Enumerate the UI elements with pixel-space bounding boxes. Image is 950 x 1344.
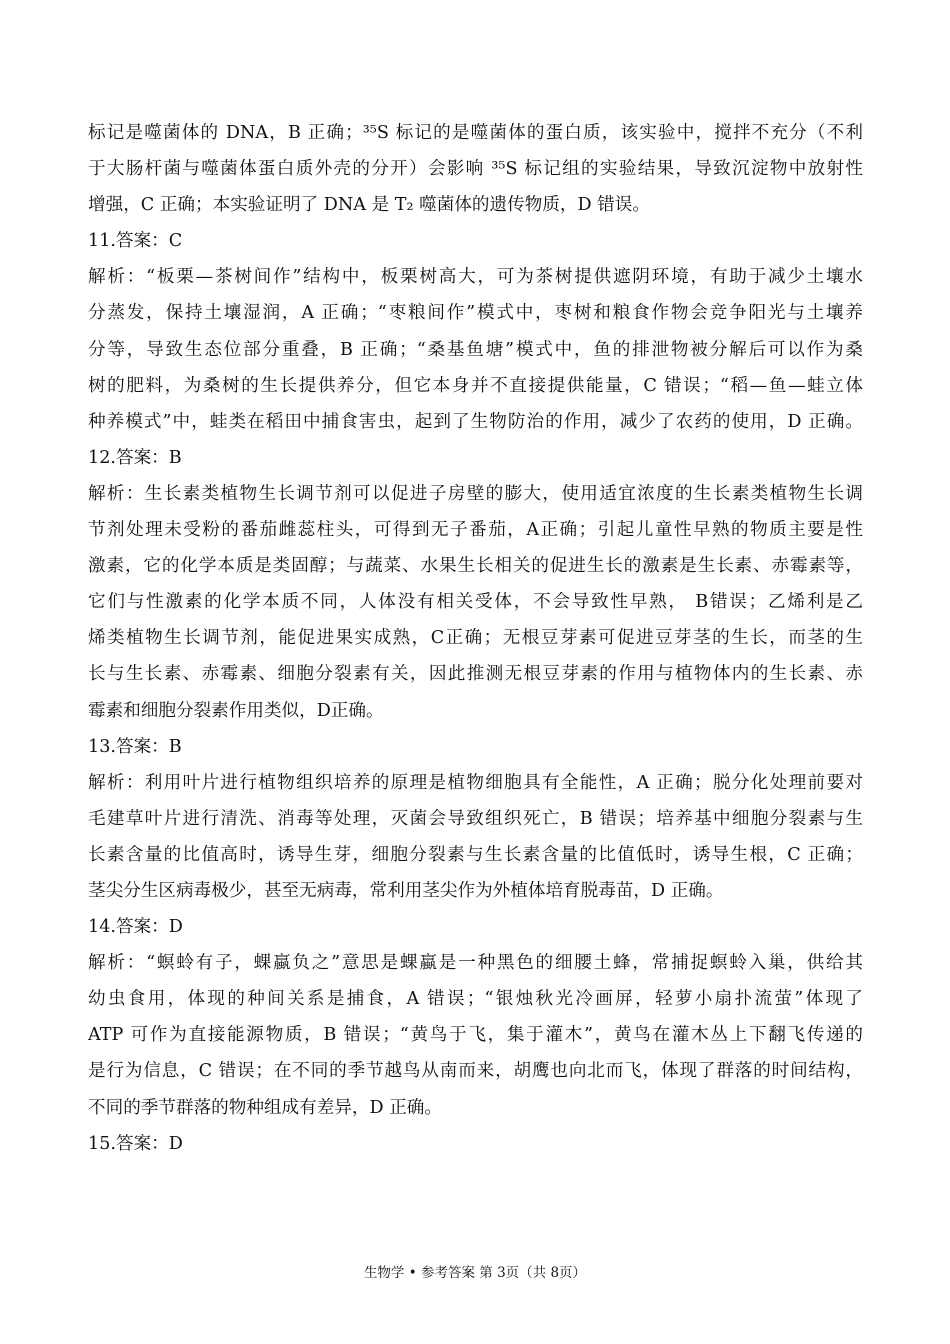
answer-heading: 11.答案：C bbox=[88, 231, 183, 252]
text-line: 长与生长素、赤霉素、细胞分裂素有关，因此推测无根豆芽素的作用与植物体内的生长素、赤 bbox=[88, 664, 863, 685]
text-line: 分等，导致生态位部分重叠，B 正确；“桑基鱼塘”模式中，鱼的排泄物被分解后可以作为桑 bbox=[88, 339, 863, 360]
answer-heading: 12.答案：B bbox=[88, 447, 182, 468]
text-line: 烯类植物生长调节剂，能促进果实成熟，C正确；无根豆芽素可促进豆芽茎的生长，而茎的生 bbox=[88, 628, 863, 649]
text-line: ATP 可作为直接能源物质，B 错误；“黄鸟于飞，集于灌木”，黄鸟在灌木丛上下翻飞传递的 bbox=[88, 1025, 863, 1046]
explanation-start-line: 解析：生长素类植物生长调节剂可以促进子房壁的膨大，使用适宜浓度的生长素类植物生长调 bbox=[88, 483, 863, 504]
text-line: 毛建草叶片进行清洗、消毒等处理，灭菌会导致组织死亡，B 错误；培养基中细胞分裂素与生 bbox=[88, 808, 863, 829]
text-line: 分蒸发，保持土壤湿润，A 正确；“枣粮间作”模式中，枣树和粮食作物会竞争阳光与土壤养 bbox=[88, 303, 863, 324]
answer-text-body bbox=[88, 115, 863, 1162]
answer-heading: 14.答案：D bbox=[88, 917, 183, 938]
text-line: 不同的季节群落的物种组成有差异，D 正确。 bbox=[88, 1097, 442, 1118]
text-line: 茎尖分生区病毒极少，甚至无病毒，常利用茎尖作为外植体培育脱毒苗，D 正确。 bbox=[88, 880, 724, 901]
text-line: 幼虫食用，体现的种间关系是捕食，A 错误；“银烛秋光冷画屏，轻萝小扇扑流萤”体现了 bbox=[88, 989, 863, 1010]
text-line: 于大肠杆菌与噬菌体蛋白质外壳的分开）会影响 ³⁵S 标记组的实验结果，导致沉淀物中放射性 bbox=[88, 159, 863, 180]
text-line: 标记是噬菌体的 DNA，B 正确；³⁵S 标记的是噬菌体的蛋白质，该实验中，搅拌不充分（不利 bbox=[88, 123, 863, 143]
text-line: 霉素和细胞分裂素作用类似，D正确。 bbox=[88, 700, 384, 721]
explanation-start-line: 解析：“螟蛉有子，蜾蠃负之”意思是蜾蠃是一种黑色的细腰土蜂，常捕捉螟蛉入巢，供给其 bbox=[88, 953, 863, 974]
explanation-start-line: 解析：“板栗—茶树间作”结构中，板栗树高大，可为茶树提供遮阴环境，有助于减少土壤水 bbox=[88, 267, 863, 288]
text-line: 是行为信息，C 错误；在不同的季节越鸟从南而来，胡鹰也向北而飞，体现了群落的时间结构， bbox=[88, 1061, 863, 1082]
page-footer: 生物学 • 参考答案 第 3页（共 8页） bbox=[363, 1265, 587, 1281]
text-line: 种养模式”中，蛙类在稻田中捕食害虫，起到了生物防治的作用，减少了农药的使用，D 正确。 bbox=[88, 411, 863, 432]
text-line: 它们与性激素的化学本质不同，人体没有相关受体，不会导致性早熟， B错误；乙烯利是乙 bbox=[88, 592, 863, 613]
answer-heading: 15.答案：D bbox=[88, 1133, 183, 1154]
answer-heading: 13.答案：B bbox=[88, 736, 182, 757]
text-line: 节剂处理未受粉的番茄雌蕊柱头，可得到无子番茄，A正确；引起儿童性早熟的物质主要是性 bbox=[88, 520, 863, 541]
text-line: 增强，C 正确；本实验证明了 DNA 是 T₂ 噬菌体的遗传物质，D 错误。 bbox=[88, 195, 650, 216]
text-line: 激素，它的化学本质是类固醇；与蔬菜、水果生长相关的促进生长的激素是生长素、赤霉素等， bbox=[88, 556, 863, 577]
explanation-start-line: 解析：利用叶片进行植物组织培养的原理是植物细胞具有全能性，A 正确；脱分化处理前要对 bbox=[88, 772, 863, 793]
text-line: 树的肥料，为桑树的生长提供养分，但它本身并不直接提供能量，C 错误；“稻—鱼—蛙立体 bbox=[88, 375, 863, 396]
text-line: 长素含量的比值高时，诱导生芽，细胞分裂素与生长素含量的比值低时，诱导生根，C 正确； bbox=[88, 844, 863, 865]
